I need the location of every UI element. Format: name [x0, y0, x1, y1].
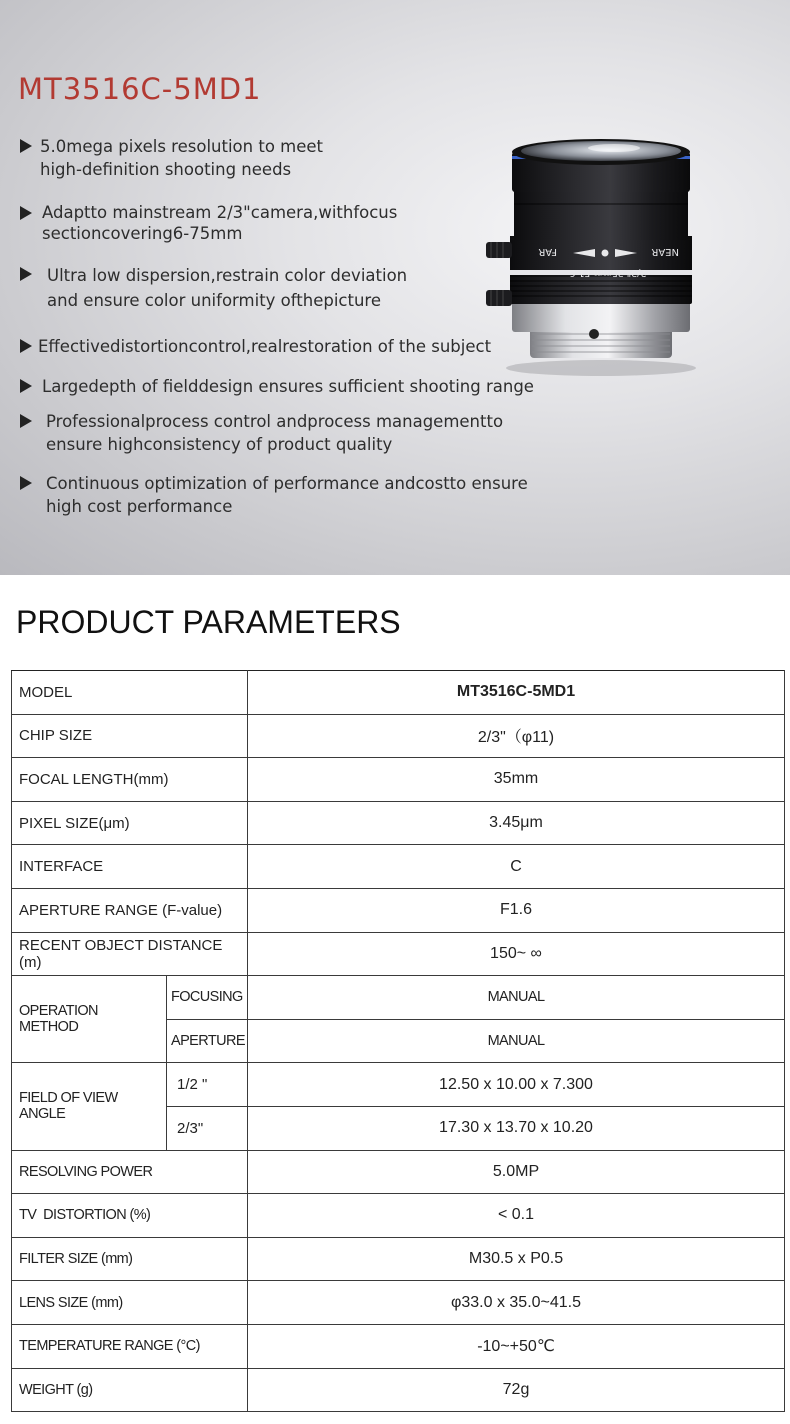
row-label: TEMPERATURE RANGE (°C): [12, 1324, 248, 1368]
arrow-right-icon: [20, 379, 32, 393]
row-value: M30.5 x P0.5: [248, 1237, 785, 1281]
arrow-right-icon: [20, 339, 32, 353]
table-row: [12, 801, 785, 845]
row-value: C: [248, 845, 785, 889]
row-value: 150~ ∞: [248, 932, 785, 976]
table-row: [12, 1237, 785, 1281]
section-title: PRODUCT PARAMETERS: [16, 604, 401, 640]
row-label: RECENT OBJECT DISTANCE (m): [12, 932, 248, 976]
feature-item: Largedepth of fielddesign ensures sufficient shooting range: [20, 375, 534, 398]
parameters-table: [11, 670, 785, 1412]
row-label: LENS SIZE (mm): [12, 1281, 248, 1325]
row-sublabel: 2/3": [167, 1106, 248, 1150]
table-row: [12, 1281, 785, 1325]
row-value: MANUAL: [248, 1019, 785, 1063]
table-row: [12, 1194, 785, 1238]
table-row: [12, 845, 785, 889]
arrow-right-icon: [20, 139, 32, 153]
feature-item: Ultra low dispersion,restrain color deviation and ensure color uniformity ofthepicture: [20, 263, 407, 313]
row-sublabel: APERTURE: [167, 1019, 248, 1063]
row-label: RESOLVING POWER: [12, 1150, 248, 1194]
feature-item: Professionalprocess control andprocess managementto ensure highconsistency of product quality: [20, 410, 503, 456]
row-label: CHIP SIZE: [12, 714, 248, 758]
row-value: 17.30 x 13.70 x 10.20: [248, 1106, 785, 1150]
row-value: MT3516C-5MD1: [248, 671, 785, 715]
row-label: OPERATION METHOD: [12, 976, 167, 1063]
row-value: 5.0MP: [248, 1150, 785, 1194]
feature-item: Effectivedistortioncontrol,realrestoration of the subject: [20, 335, 491, 358]
table-row: [12, 888, 785, 932]
row-sublabel: FOCUSING: [167, 976, 248, 1020]
row-label: FOCAL LENGTH(mm): [12, 758, 248, 802]
row-value: MANUAL: [248, 976, 785, 1020]
hero-banner: [0, 0, 790, 575]
row-value: < 0.1: [248, 1194, 785, 1238]
lens-spec-label: 2/3" 35mm F1.6: [569, 267, 647, 278]
row-label: WEIGHT (g): [12, 1368, 248, 1412]
row-value: φ33.0 x 35.0~41.5: [248, 1281, 785, 1325]
product-title: MT3516C-5MD1: [18, 72, 262, 106]
table-row: [12, 1324, 785, 1368]
feature-item: 5.0mega pixels resolution to meet high-definition shooting needs: [20, 135, 323, 181]
row-label: TV DISTORTION (%): [12, 1194, 248, 1238]
arrow-right-icon: [20, 414, 32, 428]
row-label: INTERFACE: [12, 845, 248, 889]
table-row: [12, 1063, 785, 1107]
row-label: MODEL: [12, 671, 248, 715]
table-row: [12, 671, 785, 715]
row-value: 35mm: [248, 758, 785, 802]
feature-item: Continuous optimization of performance andcostto ensure high cost performance: [20, 472, 528, 518]
lens-far-label: FAR: [538, 246, 557, 257]
table-row: [12, 976, 785, 1020]
table-row: [12, 758, 785, 802]
table-row: [12, 1150, 785, 1194]
row-sublabel: 1/2 ": [167, 1063, 248, 1107]
row-value: F1.6: [248, 888, 785, 932]
lens-image: [486, 120, 716, 380]
row-value: 72g: [248, 1368, 785, 1412]
table-row: [12, 932, 785, 976]
feature-item: Adaptto mainstream 2/3"camera,withfocus sectioncovering6-75mm: [20, 202, 397, 244]
row-label: FILTER SIZE (mm): [12, 1237, 248, 1281]
lens-near-label: NEAR: [651, 246, 679, 257]
row-value: 12.50 x 10.00 x 7.300: [248, 1063, 785, 1107]
row-value: 2/3"（φ11): [248, 714, 785, 758]
row-label: APERTURE RANGE (F-value): [12, 888, 248, 932]
row-label: PIXEL SIZE(μm): [12, 801, 248, 845]
arrow-right-icon: [20, 476, 32, 490]
row-value: 3.45μm: [248, 801, 785, 845]
table-row: [12, 714, 785, 758]
arrow-right-icon: [20, 206, 32, 220]
row-value: -10~+50℃: [248, 1324, 785, 1368]
table-row: [12, 1368, 785, 1412]
row-label: FIELD OF VIEW ANGLE: [12, 1063, 167, 1150]
arrow-right-icon: [20, 267, 32, 281]
